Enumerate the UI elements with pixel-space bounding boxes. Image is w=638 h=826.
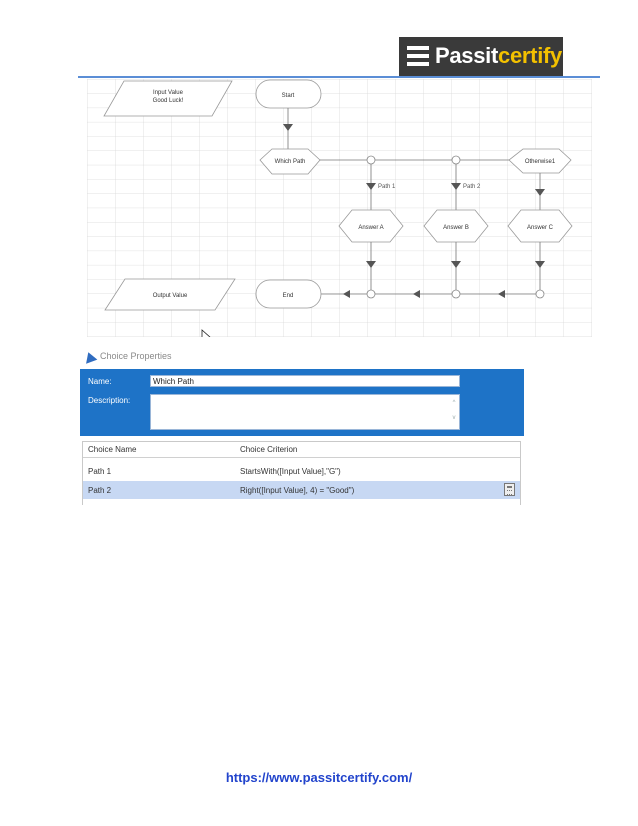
answer-a-node[interactable] [339,210,403,242]
scroll-up-icon[interactable]: ^ [452,400,456,406]
flowchart-canvas[interactable] [87,79,592,337]
scroll-down-icon[interactable]: v [452,415,456,421]
passitcertify-logo [399,37,563,76]
output-value-label: Output Value [152,293,188,299]
junction [367,290,375,298]
name-label: Name: [88,377,112,386]
answer-c-node[interactable] [508,210,572,242]
junction [536,290,544,298]
name-input[interactable]: Which Path [150,375,460,387]
end-node[interactable] [256,280,321,308]
header-divider [78,76,600,78]
start-node[interactable] [256,80,321,108]
junction [367,156,375,164]
column-header-choice-name[interactable]: Choice Name [88,445,137,454]
path2-label: Path 2 [463,184,481,190]
logo-text: Passitcertify [435,43,562,68]
end-label: End [282,293,294,299]
choice-criterion-cell: StartsWith([Input Value],"G") [240,467,341,476]
input-value-sublabel: Good Luck! [152,98,184,104]
start-label: Start [281,93,295,99]
junction [452,290,460,298]
choice-name-cell: Path 2 [88,486,112,495]
table-row[interactable] [83,462,520,480]
answer-b-label: Answer B [443,225,469,231]
junction [452,156,460,164]
menu-icon [407,46,429,50]
header-divider [83,457,520,458]
answer-c-label: Answer C [526,225,554,231]
calculator-icon[interactable] [504,483,515,496]
column-header-choice-criterion[interactable]: Choice Criterion [240,445,298,454]
otherwise-label: Otherwise1 [524,159,556,165]
answer-a-label: Answer A [358,225,384,231]
input-value-label: Input Value [153,90,183,96]
choice-name-cell: Path 1 [88,467,112,476]
choice-properties-icon [83,350,98,364]
table-row-selected[interactable] [83,481,520,499]
path1-label: Path 1 [378,184,396,190]
menu-icon-bar [407,62,429,66]
choice-properties-form [80,369,524,436]
output-value-node[interactable] [105,279,235,310]
which-path-node[interactable] [260,149,320,174]
footer-url-link[interactable]: https://www.passitcertify.com/ [225,770,413,785]
choice-criterion-cell: Right([Input Value], 4) = "Good") [240,486,355,495]
choice-table [82,441,521,505]
which-path-label: Which Path [274,159,306,165]
description-scrollbar[interactable] [450,396,458,428]
description-label: Description: [88,396,131,405]
choice-properties-title: Choice Properties [100,351,172,361]
menu-icon-bar [407,54,429,58]
answer-b-node[interactable] [424,210,488,242]
description-input[interactable] [150,394,460,430]
input-value-node[interactable] [104,81,232,116]
